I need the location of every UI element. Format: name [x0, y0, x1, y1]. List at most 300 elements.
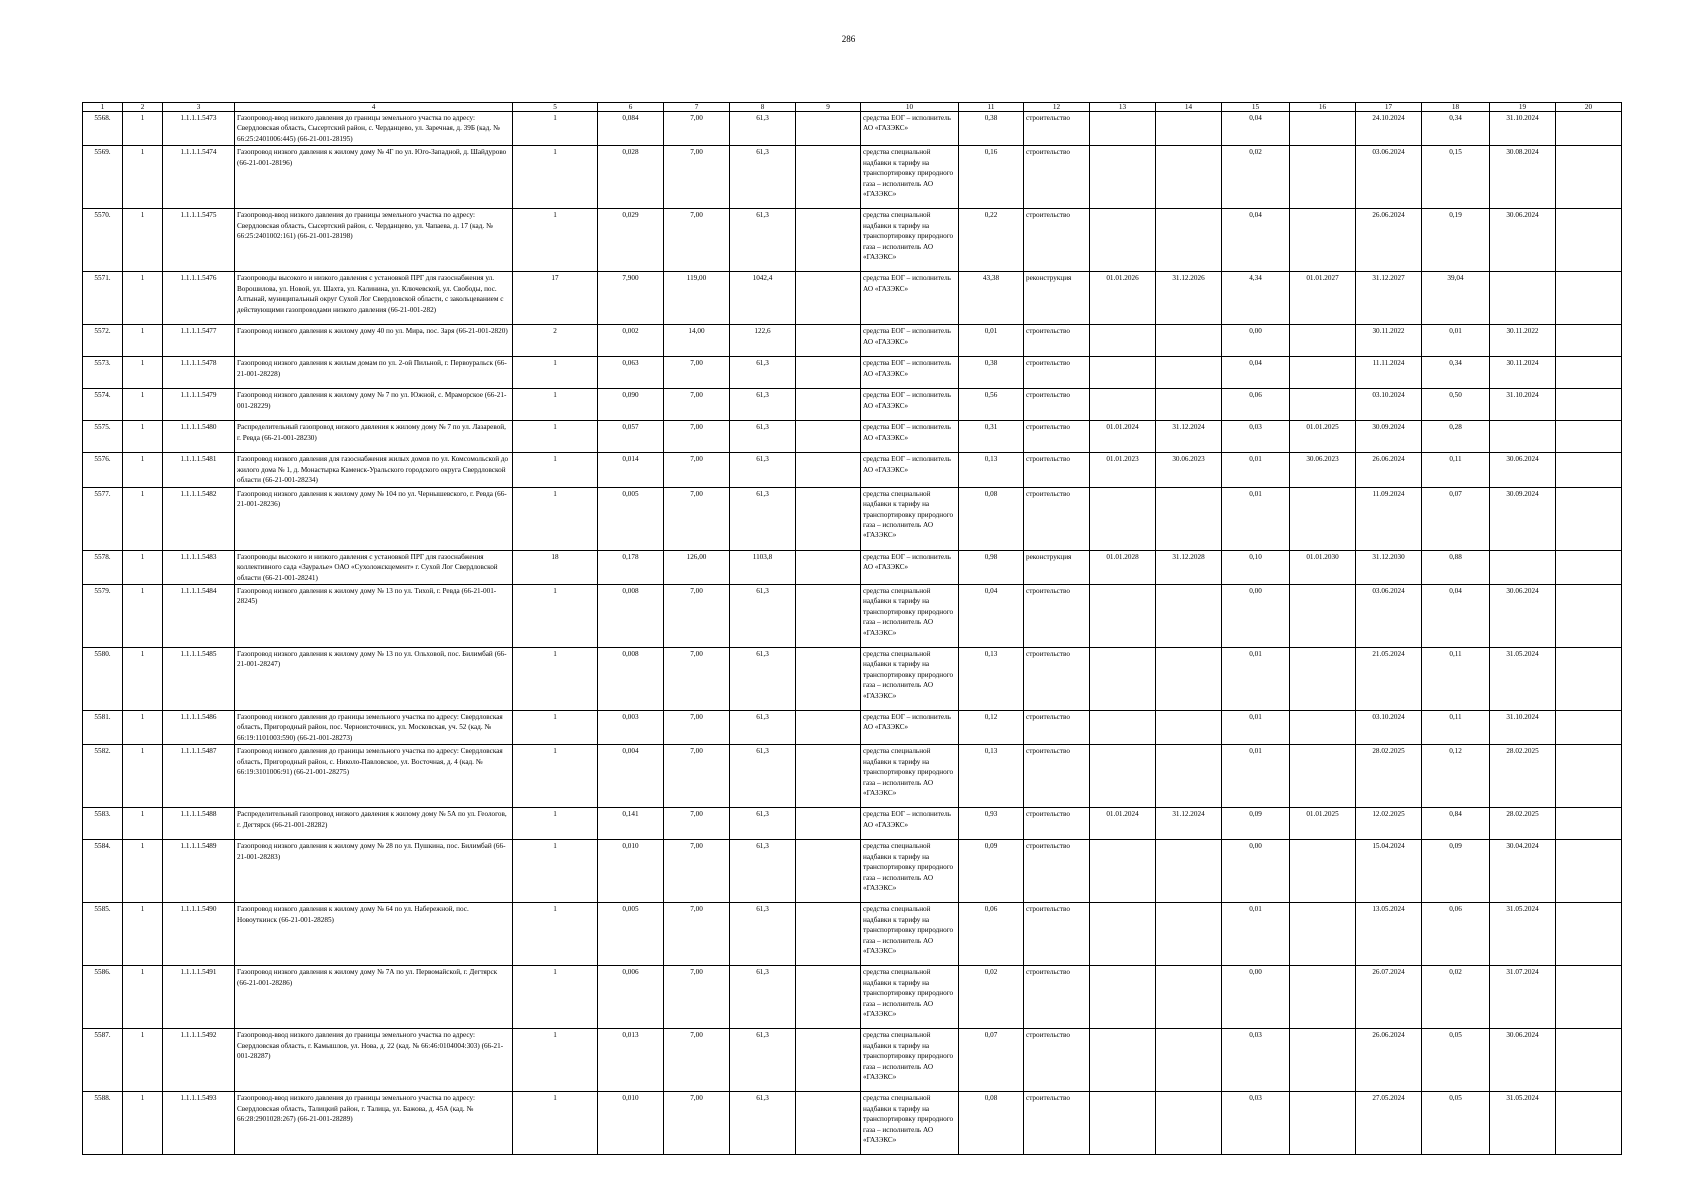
length-cell: 0,084 — [598, 112, 664, 146]
col-9-cell — [796, 272, 861, 325]
col-20-cell — [1556, 647, 1622, 710]
diameter-cell: 7,00 — [664, 112, 730, 146]
completion-date-cell: 03.10.2024 — [1356, 389, 1422, 421]
object-description-cell: Газопровод низкого давления к жилым домам по ул. 2-ой Пильной, г. Первоуральск (66-21-001-28228) — [235, 357, 513, 389]
object-description-cell: Газопровод низкого давления к жилому дому № 104 по ул. Чернышевского, г. Ревда (66-21-001-28236) — [235, 487, 513, 550]
cost-cell: 0,07 — [959, 1029, 1024, 1092]
col-18-cell: 0,15 — [1422, 146, 1490, 209]
col-9-cell — [796, 966, 861, 1029]
end-date-cell — [1156, 325, 1222, 357]
col-5-cell: 1 — [513, 389, 598, 421]
capacity-cell: 61,3 — [730, 487, 796, 550]
object-description-cell: Распределительный газопровод низкого давления к жилому дому № 7 по ул. Лазаревой, г. Ревда (66-21-001-28230) — [235, 421, 513, 453]
col-16-cell — [1290, 389, 1356, 421]
cost-cell: 0,04 — [959, 584, 1024, 647]
col-18-cell: 0,04 — [1422, 584, 1490, 647]
object-description-cell: Газопровод низкого давления до границы земельного участка по адресу: Свердловская область, Пригородный район, с. Николо-Павловское, ул. Восточная, д. 4 (кад. № 66:19:3101006:91) (66-21-001-28275) — [235, 745, 513, 808]
col-9-cell — [796, 840, 861, 903]
col-2-cell: 1 — [123, 112, 163, 146]
table-row — [83, 357, 1622, 389]
column-header: 18 — [1422, 103, 1490, 112]
col-2-cell: 1 — [123, 209, 163, 272]
completion-date-cell: 30.09.2024 — [1356, 421, 1422, 453]
col-15-cell: 0,01 — [1222, 487, 1290, 550]
col-9-cell — [796, 550, 861, 584]
commission-date-cell: 30.04.2024 — [1490, 840, 1556, 903]
commission-date-cell: 30.11.2024 — [1490, 357, 1556, 389]
col-16-cell — [1290, 710, 1356, 744]
diameter-cell: 7,00 — [664, 808, 730, 840]
col-18-cell: 0,02 — [1422, 966, 1490, 1029]
work-type-cell: строительство — [1024, 209, 1090, 272]
commission-date-cell: 31.05.2024 — [1490, 647, 1556, 710]
capacity-cell: 61,3 — [730, 966, 796, 1029]
cost-cell: 0,93 — [959, 808, 1024, 840]
table-row — [83, 209, 1622, 272]
row-number-cell: 5584. — [83, 840, 123, 903]
diameter-cell: 7,00 — [664, 1092, 730, 1155]
funding-source-cell: средства специальной надбавки к тарифу на транспортировку природного газа – исполнитель АО «ГАЗЭКС» — [861, 487, 959, 550]
col-16-cell: 01.01.2030 — [1290, 550, 1356, 584]
col-2-cell: 1 — [123, 389, 163, 421]
col-18-cell: 0,50 — [1422, 389, 1490, 421]
completion-date-cell: 24.10.2024 — [1356, 112, 1422, 146]
col-9-cell — [796, 808, 861, 840]
end-date-cell — [1156, 146, 1222, 209]
col-20-cell — [1556, 1029, 1622, 1092]
col-15-cell: 0,03 — [1222, 1029, 1290, 1092]
col-2-cell: 1 — [123, 487, 163, 550]
cost-cell: 0,12 — [959, 710, 1024, 744]
row-number-cell: 5577. — [83, 487, 123, 550]
diameter-cell: 7,00 — [664, 745, 730, 808]
length-cell: 0,014 — [598, 453, 664, 487]
capacity-cell: 122,6 — [730, 325, 796, 357]
length-cell: 0,090 — [598, 389, 664, 421]
funding-source-cell: средства специальной надбавки к тарифу на транспортировку природного газа – исполнитель АО «ГАЗЭКС» — [861, 1029, 959, 1092]
capacity-cell: 1103,8 — [730, 550, 796, 584]
table-row — [83, 112, 1622, 146]
col-9-cell — [796, 146, 861, 209]
col-18-cell: 0,19 — [1422, 209, 1490, 272]
col-15-cell: 0,01 — [1222, 453, 1290, 487]
completion-date-cell: 28.02.2025 — [1356, 745, 1422, 808]
col-9-cell — [796, 745, 861, 808]
diameter-cell: 7,00 — [664, 1029, 730, 1092]
end-date-cell — [1156, 710, 1222, 744]
capacity-cell: 1042,4 — [730, 272, 796, 325]
object-description-cell: Газопровод-ввод низкого давления до границы земельного участка по адресу: Свердловская область, Талицкий район, г. Талица, ул. Бажова, д. 45А (кад. № 66:28:2901028:267) (66-21-001-28289) — [235, 1092, 513, 1155]
cost-cell: 0,22 — [959, 209, 1024, 272]
start-date-cell — [1090, 903, 1156, 966]
object-code-cell: 1.1.1.1.5486 — [163, 710, 235, 744]
end-date-cell — [1156, 903, 1222, 966]
work-type-cell: строительство — [1024, 325, 1090, 357]
col-18-cell: 0,28 — [1422, 421, 1490, 453]
col-20-cell — [1556, 550, 1622, 584]
cost-cell: 0,56 — [959, 389, 1024, 421]
row-number-cell: 5575. — [83, 421, 123, 453]
column-header: 17 — [1356, 103, 1422, 112]
col-9-cell — [796, 487, 861, 550]
row-number-cell: 5569. — [83, 146, 123, 209]
cost-cell: 0,02 — [959, 966, 1024, 1029]
col-15-cell: 0,01 — [1222, 710, 1290, 744]
end-date-cell: 30.06.2023 — [1156, 453, 1222, 487]
work-type-cell: строительство — [1024, 903, 1090, 966]
column-header: 7 — [664, 103, 730, 112]
object-description-cell: Газопровод низкого давления к жилому дому № 28 по ул. Пушкина, пос. Билимбай (66-21-001-28283) — [235, 840, 513, 903]
col-15-cell: 4,34 — [1222, 272, 1290, 325]
end-date-cell — [1156, 209, 1222, 272]
col-15-cell: 0,02 — [1222, 146, 1290, 209]
completion-date-cell: 12.02.2025 — [1356, 808, 1422, 840]
col-18-cell: 0,07 — [1422, 487, 1490, 550]
start-date-cell — [1090, 325, 1156, 357]
object-description-cell: Газопровод низкого давления к жилому дому № 13 по ул. Тихой, г. Ревда (66-21-001-28245) — [235, 584, 513, 647]
cost-cell: 0,98 — [959, 550, 1024, 584]
length-cell: 0,141 — [598, 808, 664, 840]
diameter-cell: 7,00 — [664, 710, 730, 744]
row-number-cell: 5571. — [83, 272, 123, 325]
table-row — [83, 840, 1622, 903]
commission-date-cell: 30.09.2024 — [1490, 487, 1556, 550]
capacity-cell: 61,3 — [730, 808, 796, 840]
start-date-cell — [1090, 584, 1156, 647]
column-header: 2 — [123, 103, 163, 112]
col-18-cell: 0,88 — [1422, 550, 1490, 584]
commission-date-cell: 30.06.2024 — [1490, 453, 1556, 487]
completion-date-cell: 13.05.2024 — [1356, 903, 1422, 966]
object-code-cell: 1.1.1.1.5481 — [163, 453, 235, 487]
length-cell: 0,005 — [598, 487, 664, 550]
col-2-cell: 1 — [123, 357, 163, 389]
table-row — [83, 903, 1622, 966]
object-description-cell: Распределительный газопровод низкого давления к жилому дому № 5А по ул. Геологов, г. Дегтярск (66-21-001-28282) — [235, 808, 513, 840]
work-type-cell: строительство — [1024, 966, 1090, 1029]
col-16-cell — [1290, 487, 1356, 550]
col-20-cell — [1556, 487, 1622, 550]
object-code-cell: 1.1.1.1.5473 — [163, 112, 235, 146]
col-9-cell — [796, 903, 861, 966]
col-5-cell: 2 — [513, 325, 598, 357]
start-date-cell: 01.01.2024 — [1090, 808, 1156, 840]
length-cell: 0,005 — [598, 903, 664, 966]
object-code-cell: 1.1.1.1.5484 — [163, 584, 235, 647]
col-2-cell: 1 — [123, 903, 163, 966]
row-number-cell: 5572. — [83, 325, 123, 357]
col-20-cell — [1556, 710, 1622, 744]
col-5-cell: 1 — [513, 453, 598, 487]
capacity-cell: 61,3 — [730, 1029, 796, 1092]
cost-cell: 0,09 — [959, 840, 1024, 903]
end-date-cell — [1156, 389, 1222, 421]
completion-date-cell: 31.12.2030 — [1356, 550, 1422, 584]
col-20-cell — [1556, 209, 1622, 272]
commission-date-cell: 31.05.2024 — [1490, 1092, 1556, 1155]
funding-source-cell: средства специальной надбавки к тарифу на транспортировку природного газа – исполнитель АО «ГАЗЭКС» — [861, 745, 959, 808]
object-description-cell: Газопровод низкого давления к жилому дому № 13 по ул. Ольховой, пос. Билимбай (66-21-001-28247) — [235, 647, 513, 710]
col-16-cell — [1290, 1092, 1356, 1155]
length-cell: 0,029 — [598, 209, 664, 272]
table-row — [83, 808, 1622, 840]
col-9-cell — [796, 1029, 861, 1092]
col-16-cell — [1290, 1029, 1356, 1092]
capacity-cell: 61,3 — [730, 903, 796, 966]
object-code-cell: 1.1.1.1.5490 — [163, 903, 235, 966]
work-type-cell: строительство — [1024, 357, 1090, 389]
col-5-cell: 1 — [513, 903, 598, 966]
end-date-cell — [1156, 1092, 1222, 1155]
capacity-cell: 61,3 — [730, 389, 796, 421]
col-18-cell: 0,11 — [1422, 710, 1490, 744]
col-16-cell: 30.06.2023 — [1290, 453, 1356, 487]
funding-source-cell: средства ЕОГ – исполнитель АО «ГАЗЭКС» — [861, 421, 959, 453]
completion-date-cell: 26.07.2024 — [1356, 966, 1422, 1029]
object-description-cell: Газопровод низкого давления до границы земельного участка по адресу: Свердловская область, Пригородный район, пос. Черноисточинск, ул. Московская, уч. 52 (кад. № 66:19:1101003:590) (66-21-001-28273) — [235, 710, 513, 744]
table-row — [83, 421, 1622, 453]
length-cell: 0,178 — [598, 550, 664, 584]
length-cell: 0,003 — [598, 710, 664, 744]
col-18-cell: 0,34 — [1422, 357, 1490, 389]
end-date-cell: 31.12.2024 — [1156, 808, 1222, 840]
col-16-cell — [1290, 745, 1356, 808]
end-date-cell — [1156, 966, 1222, 1029]
col-20-cell — [1556, 903, 1622, 966]
end-date-cell — [1156, 584, 1222, 647]
col-18-cell: 0,12 — [1422, 745, 1490, 808]
row-number-cell: 5583. — [83, 808, 123, 840]
cost-cell: 0,08 — [959, 1092, 1024, 1155]
cost-cell: 0,16 — [959, 146, 1024, 209]
object-code-cell: 1.1.1.1.5475 — [163, 209, 235, 272]
capacity-cell: 61,3 — [730, 453, 796, 487]
table-row — [83, 966, 1622, 1029]
col-15-cell: 0,04 — [1222, 112, 1290, 146]
completion-date-cell: 15.04.2024 — [1356, 840, 1422, 903]
diameter-cell: 7,00 — [664, 357, 730, 389]
table-row — [83, 272, 1622, 325]
col-9-cell — [796, 389, 861, 421]
funding-source-cell: средства специальной надбавки к тарифу на транспортировку природного газа – исполнитель АО «ГАЗЭКС» — [861, 903, 959, 966]
capacity-cell: 61,3 — [730, 710, 796, 744]
row-number-cell: 5580. — [83, 647, 123, 710]
col-20-cell — [1556, 272, 1622, 325]
col-15-cell: 0,04 — [1222, 209, 1290, 272]
start-date-cell — [1090, 840, 1156, 903]
capacity-cell: 61,3 — [730, 647, 796, 710]
funding-source-cell: средства ЕОГ – исполнитель АО «ГАЗЭКС» — [861, 112, 959, 146]
col-15-cell: 0,06 — [1222, 389, 1290, 421]
object-code-cell: 1.1.1.1.5485 — [163, 647, 235, 710]
col-15-cell: 0,04 — [1222, 357, 1290, 389]
object-code-cell: 1.1.1.1.5478 — [163, 357, 235, 389]
start-date-cell — [1090, 710, 1156, 744]
row-number-cell: 5586. — [83, 966, 123, 1029]
end-date-cell — [1156, 647, 1222, 710]
capacity-cell: 61,3 — [730, 745, 796, 808]
col-2-cell: 1 — [123, 966, 163, 1029]
object-description-cell: Газопроводы высокого и низкого давления с установкой ПРГ для газоснабжения коллективного сада «Зауралье» ОАО «Сухоложскцемент» г. Сухой Лог Свердловской области (66-21-001-28241) — [235, 550, 513, 584]
column-header: 19 — [1490, 103, 1556, 112]
table-row — [83, 1092, 1622, 1155]
object-code-cell: 1.1.1.1.5492 — [163, 1029, 235, 1092]
col-2-cell: 1 — [123, 808, 163, 840]
diameter-cell: 14,00 — [664, 325, 730, 357]
work-type-cell: строительство — [1024, 487, 1090, 550]
length-cell: 0,010 — [598, 1092, 664, 1155]
capacity-cell: 61,3 — [730, 112, 796, 146]
funding-source-cell: средства специальной надбавки к тарифу на транспортировку природного газа – исполнитель АО «ГАЗЭКС» — [861, 966, 959, 1029]
object-code-cell: 1.1.1.1.5489 — [163, 840, 235, 903]
completion-date-cell: 26.06.2024 — [1356, 1029, 1422, 1092]
col-5-cell: 17 — [513, 272, 598, 325]
col-9-cell — [796, 584, 861, 647]
completion-date-cell: 27.05.2024 — [1356, 1092, 1422, 1155]
commission-date-cell: 31.05.2024 — [1490, 903, 1556, 966]
diameter-cell: 7,00 — [664, 584, 730, 647]
col-15-cell: 0,00 — [1222, 584, 1290, 647]
row-number-cell: 5579. — [83, 584, 123, 647]
table-row — [83, 584, 1622, 647]
col-5-cell: 1 — [513, 146, 598, 209]
work-type-cell: строительство — [1024, 745, 1090, 808]
start-date-cell — [1090, 389, 1156, 421]
commission-date-cell: 31.07.2024 — [1490, 966, 1556, 1029]
length-cell: 0,008 — [598, 647, 664, 710]
column-header: 20 — [1556, 103, 1622, 112]
row-number-cell: 5581. — [83, 710, 123, 744]
column-header: 5 — [513, 103, 598, 112]
work-type-cell: строительство — [1024, 421, 1090, 453]
table-row — [83, 550, 1622, 584]
funding-source-cell: средства ЕОГ – исполнитель АО «ГАЗЭКС» — [861, 550, 959, 584]
table-row — [83, 647, 1622, 710]
cost-cell: 0,13 — [959, 453, 1024, 487]
completion-date-cell: 03.10.2024 — [1356, 710, 1422, 744]
commission-date-cell: 30.06.2024 — [1490, 209, 1556, 272]
end-date-cell — [1156, 112, 1222, 146]
object-description-cell: Газопровод низкого давления к жилому дому № 64 по ул. Набережной, пос. Новоуткинск (66-21-001-28285) — [235, 903, 513, 966]
row-number-cell: 5574. — [83, 389, 123, 421]
col-5-cell: 1 — [513, 840, 598, 903]
cost-cell: 0,06 — [959, 903, 1024, 966]
start-date-cell — [1090, 745, 1156, 808]
col-5-cell: 1 — [513, 357, 598, 389]
table-row — [83, 453, 1622, 487]
col-2-cell: 1 — [123, 325, 163, 357]
row-number-cell: 5578. — [83, 550, 123, 584]
object-code-cell: 1.1.1.1.5487 — [163, 745, 235, 808]
col-16-cell: 01.01.2025 — [1290, 421, 1356, 453]
col-15-cell: 0,00 — [1222, 325, 1290, 357]
work-type-cell: реконструкция — [1024, 272, 1090, 325]
end-date-cell: 31.12.2028 — [1156, 550, 1222, 584]
object-code-cell: 1.1.1.1.5474 — [163, 146, 235, 209]
col-18-cell: 0,05 — [1422, 1092, 1490, 1155]
diameter-cell: 7,00 — [664, 840, 730, 903]
work-type-cell: строительство — [1024, 584, 1090, 647]
col-18-cell: 0,06 — [1422, 903, 1490, 966]
page-number: 286 — [841, 34, 856, 44]
col-5-cell: 1 — [513, 112, 598, 146]
col-18-cell: 0,09 — [1422, 840, 1490, 903]
col-2-cell: 1 — [123, 421, 163, 453]
col-16-cell: 01.01.2025 — [1290, 808, 1356, 840]
col-15-cell: 0,03 — [1222, 1092, 1290, 1155]
work-type-cell: реконструкция — [1024, 550, 1090, 584]
commission-date-cell: 31.10.2024 — [1490, 710, 1556, 744]
funding-source-cell: средства ЕОГ – исполнитель АО «ГАЗЭКС» — [861, 272, 959, 325]
column-header: 4 — [235, 103, 513, 112]
column-header: 11 — [959, 103, 1024, 112]
col-9-cell — [796, 112, 861, 146]
col-5-cell: 1 — [513, 745, 598, 808]
completion-date-cell: 21.05.2024 — [1356, 647, 1422, 710]
column-header: 14 — [1156, 103, 1222, 112]
col-15-cell: 0,00 — [1222, 840, 1290, 903]
length-cell: 0,002 — [598, 325, 664, 357]
col-18-cell: 0,34 — [1422, 112, 1490, 146]
row-number-cell: 5582. — [83, 745, 123, 808]
diameter-cell: 7,00 — [664, 903, 730, 966]
cost-cell: 0,08 — [959, 487, 1024, 550]
length-cell: 0,008 — [598, 584, 664, 647]
start-date-cell — [1090, 112, 1156, 146]
work-type-cell: строительство — [1024, 710, 1090, 744]
start-date-cell: 01.01.2028 — [1090, 550, 1156, 584]
work-type-cell: строительство — [1024, 146, 1090, 209]
col-15-cell: 0,01 — [1222, 903, 1290, 966]
object-description-cell: Газопровод-ввод низкого давления до границы земельного участка по адресу: Свердловская область, г. Камышлов, ул. Нова, д. 22 (кад. № 66:46:0104004:303) (66-21-001-28287) — [235, 1029, 513, 1092]
object-code-cell: 1.1.1.1.5493 — [163, 1092, 235, 1155]
object-code-cell: 1.1.1.1.5480 — [163, 421, 235, 453]
col-20-cell — [1556, 584, 1622, 647]
col-16-cell — [1290, 903, 1356, 966]
col-18-cell: 39,04 — [1422, 272, 1490, 325]
object-description-cell: Газопровод-ввод низкого давления до границы земельного участка по адресу: Свердловская область, Сысертский район, с. Черданцево, ул. Чапаева, д. 17 (кад. № 66:25:2401002:161) (66-21-001-28198) — [235, 209, 513, 272]
completion-date-cell: 31.12.2027 — [1356, 272, 1422, 325]
col-2-cell: 1 — [123, 1092, 163, 1155]
object-description-cell: Газопровод-ввод низкого давления до границы земельного участка по адресу: Свердловская область, Сысертский район, с. Черданцево, ул. Заречная, д. 39Б (кад. № 66:25:2401006:445) (66-21-001-28195) — [235, 112, 513, 146]
col-16-cell — [1290, 357, 1356, 389]
object-code-cell: 1.1.1.1.5483 — [163, 550, 235, 584]
object-code-cell: 1.1.1.1.5477 — [163, 325, 235, 357]
col-16-cell — [1290, 325, 1356, 357]
col-9-cell — [796, 710, 861, 744]
length-cell: 0,028 — [598, 146, 664, 209]
col-15-cell: 0,01 — [1222, 647, 1290, 710]
completion-date-cell: 03.06.2024 — [1356, 146, 1422, 209]
object-description-cell: Газопровод низкого давления для газоснабжения жилых домов по ул. Комсомольской до жилого дома № 1, д. Монастырка Каменск-Уральского городского округа Свердловской области (66-21-001-28234) — [235, 453, 513, 487]
start-date-cell — [1090, 146, 1156, 209]
registry-table — [82, 102, 1622, 1155]
start-date-cell: 01.01.2024 — [1090, 421, 1156, 453]
col-15-cell: 0,10 — [1222, 550, 1290, 584]
column-header: 8 — [730, 103, 796, 112]
end-date-cell — [1156, 357, 1222, 389]
completion-date-cell: 30.11.2022 — [1356, 325, 1422, 357]
work-type-cell: строительство — [1024, 1092, 1090, 1155]
funding-source-cell: средства специальной надбавки к тарифу на транспортировку природного газа – исполнитель АО «ГАЗЭКС» — [861, 209, 959, 272]
col-2-cell: 1 — [123, 840, 163, 903]
col-5-cell: 1 — [513, 808, 598, 840]
funding-source-cell: средства ЕОГ – исполнитель АО «ГАЗЭКС» — [861, 389, 959, 421]
diameter-cell: 7,00 — [664, 487, 730, 550]
column-header: 13 — [1090, 103, 1156, 112]
object-code-cell: 1.1.1.1.5491 — [163, 966, 235, 1029]
row-number-cell: 5585. — [83, 903, 123, 966]
